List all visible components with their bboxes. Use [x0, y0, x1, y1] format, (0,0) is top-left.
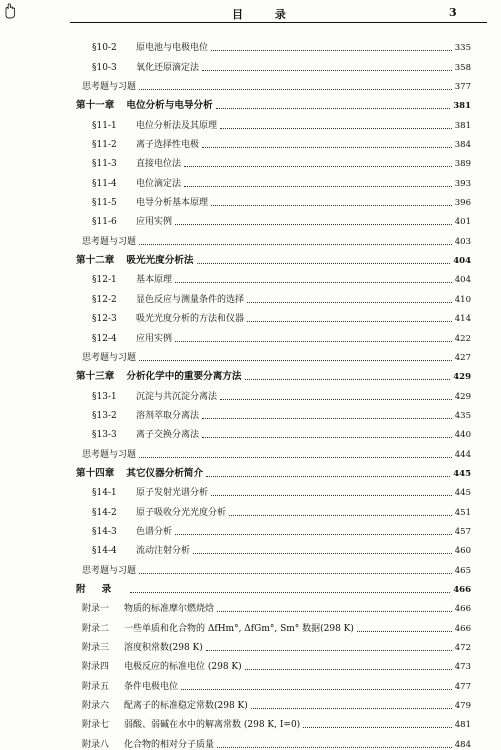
toc-entry-label [82, 698, 248, 711]
toc-entry-number: 附录七 [82, 720, 110, 731]
toc-entry-label [76, 581, 127, 595]
toc-section-row [0, 305, 501, 324]
toc-entry-label [92, 176, 181, 189]
toc-section-row [0, 150, 501, 169]
toc-entry-label [92, 156, 181, 169]
toc-entry-title: 色谱分析 [136, 526, 173, 537]
toc-appx-row [0, 595, 501, 614]
dot-leader [139, 573, 452, 574]
toc-section-row [0, 34, 501, 53]
toc-entry-page: 422 [454, 333, 471, 344]
toc-section-row [0, 53, 501, 72]
toc-entry-label [92, 272, 172, 285]
toc-entry-page: 477 [454, 681, 471, 692]
toc-entry-number: §11-4 [92, 178, 117, 189]
page-number: 3 [449, 6, 457, 19]
toc-entry-title: 分析化学中的重要分离方法 [126, 371, 242, 383]
dot-leader [211, 495, 452, 496]
toc-chapter-row [0, 460, 501, 479]
toc-entry-page: 403 [454, 236, 471, 247]
toc-entry-title: 原电池与电极电位 [136, 43, 209, 54]
dot-leader [139, 244, 452, 245]
toc-entry-title: 氧化还原滴定法 [136, 62, 200, 73]
table-of-contents [0, 34, 501, 750]
toc-entry-page: 404 [453, 256, 471, 267]
toc-entry-label [92, 543, 190, 556]
toc-entry-label [92, 505, 226, 518]
toc-entry-title: 电导分析基本原理 [136, 198, 209, 209]
toc-entry-number: 附录一 [82, 604, 110, 615]
toc-entry-title: 弱酸、弱碱在水中的解离常数 (298 K, I=0) [124, 720, 301, 731]
toc-entry-number: 附录六 [82, 701, 110, 712]
toc-section-row [0, 169, 501, 188]
toc-section-row [0, 421, 501, 440]
toc-entry-label [76, 368, 242, 382]
toc-entry-title: 条件电极电位 [124, 681, 179, 692]
dot-leader [251, 708, 452, 709]
toc-entry-title: 溶剂萃取分离法 [136, 410, 200, 421]
dot-leader [184, 166, 452, 167]
toc-entry-page: 377 [454, 82, 471, 93]
toc-entry-title: 思考题与习题 [82, 82, 137, 93]
toc-entry-title: 应用实例 [136, 217, 173, 228]
toc-entry-label [92, 214, 172, 227]
dot-leader [357, 631, 452, 632]
toc-entry-title: 原子吸收分光光度分析 [136, 507, 227, 518]
dot-leader [217, 611, 452, 612]
toc-entry-number: §14-3 [92, 526, 117, 537]
toc-entry-title: 吸光光度分析的方法和仪器 [136, 314, 245, 325]
toc-entry-page: 401 [454, 217, 471, 228]
toc-appx-row [0, 730, 501, 749]
toc-appx-row [0, 672, 501, 691]
toc-entry-label [92, 60, 199, 73]
toc-entry-page: 466 [454, 604, 471, 615]
toc-section-row [0, 266, 501, 285]
toc-entry-label [82, 659, 242, 672]
toc-section-row [0, 518, 501, 537]
header-title: 目 录 [232, 8, 300, 21]
toc-entry-title: 溶度积常数(298 K) [124, 643, 203, 653]
toc-entry-number: §11-3 [92, 159, 117, 170]
header-rule [70, 22, 487, 23]
dot-leader [211, 205, 452, 206]
dot-leader [130, 592, 450, 593]
toc-entry-title: 沉淀与共沉淀分离法 [136, 391, 218, 402]
toc-entry-label [92, 524, 172, 537]
toc-section-row [0, 382, 501, 401]
toc-exercise-row [0, 227, 501, 246]
toc-entry-title: 原子发射光谱分析 [136, 488, 209, 499]
toc-entry-page: 473 [454, 662, 471, 673]
toc-entry-title: 电位分析与电导分析 [126, 100, 213, 112]
dot-leader [139, 360, 452, 361]
toc-entry-label [92, 427, 199, 440]
toc-entry-label [92, 311, 244, 324]
toc-chapter-row [0, 363, 501, 382]
toc-entry-page: 457 [454, 526, 471, 537]
toc-entry-label [76, 252, 194, 266]
toc-entry-title: 显色反应与测量条件的选择 [136, 294, 245, 305]
toc-entry-label [92, 389, 217, 402]
toc-entry-page: 466 [453, 584, 471, 595]
toc-entry-page: 472 [454, 643, 471, 653]
toc-entry-number: §12-2 [92, 294, 117, 305]
toc-entry-number: §11-5 [92, 198, 117, 209]
toc-entry-page: 396 [454, 198, 471, 209]
toc-entry-label [92, 485, 208, 498]
toc-exercise-row [0, 344, 501, 363]
toc-entry-number: 第十三章 [76, 371, 115, 383]
toc-section-row [0, 285, 501, 304]
toc-entry-label [82, 350, 136, 363]
toc-entry-page: 484 [454, 739, 471, 750]
toc-entry-title: 离子选择性电极 [136, 140, 200, 151]
toc-entry-label [92, 331, 172, 344]
toc-entry-number: 附录三 [82, 643, 110, 653]
dot-leader [216, 108, 451, 109]
toc-entry-title: 吸光光度分析法 [126, 255, 194, 267]
dot-leader [247, 321, 452, 322]
toc-entry-page: 381 [454, 120, 471, 131]
dot-leader [197, 263, 451, 264]
dot-leader [139, 457, 452, 458]
dot-leader [247, 302, 452, 303]
toc-entry-page: 358 [454, 62, 471, 73]
toc-entry-title: 基本原理 [136, 275, 173, 286]
dot-leader [202, 70, 452, 71]
toc-entry-label [82, 737, 214, 750]
toc-section-row [0, 498, 501, 517]
toc-entry-title: 直接电位法 [136, 159, 182, 170]
toc-appx-row [0, 692, 501, 711]
toc-entry-label [82, 679, 178, 692]
toc-entry-label [92, 118, 217, 131]
toc-entry-title: 应用实例 [136, 333, 173, 344]
toc-entry-title: 离子交换分离法 [136, 430, 200, 441]
toc-entry-label [82, 234, 136, 247]
dot-leader [206, 650, 452, 651]
toc-entry-title: 流动注射分析 [136, 546, 191, 557]
toc-entry-number: 附录四 [82, 662, 110, 673]
toc-entry-label [76, 97, 213, 111]
toc-entry-title: 物质的标准摩尔燃烧焓 [124, 604, 215, 615]
toc-entry-label [82, 640, 203, 653]
dot-leader [206, 476, 450, 477]
toc-exercise-row [0, 73, 501, 92]
toc-section-row [0, 111, 501, 130]
toc-entry-number: §13-1 [92, 391, 117, 402]
toc-entry-label [76, 465, 203, 479]
toc-entry-page: 335 [454, 43, 471, 54]
dot-leader [217, 747, 452, 748]
toc-entry-page: 440 [454, 430, 471, 441]
toc-appx-row [0, 634, 501, 653]
toc-entry-title: 电位滴定法 [136, 178, 182, 189]
toc-entry-title: 配离子的标准稳定常数(298 K) [124, 701, 248, 712]
toc-entry-number: §14-2 [92, 507, 117, 518]
toc-entry-page: 466 [454, 623, 471, 634]
toc-entry-title: 思考题与习题 [82, 352, 137, 363]
toc-entry-number: §13-3 [92, 430, 117, 441]
toc-entry-page: 460 [454, 546, 471, 557]
toc-entry-page: 465 [454, 565, 471, 576]
toc-entry-title: 附录 [76, 583, 128, 595]
toc-entry-label [82, 79, 136, 92]
toc-entry-page: 435 [454, 410, 471, 421]
dot-leader [184, 186, 452, 187]
toc-entry-number: 附录二 [82, 623, 110, 634]
toc-section-row [0, 402, 501, 421]
toc-entry-label [82, 563, 136, 576]
toc-appx-head-row [0, 576, 501, 595]
dot-leader [220, 128, 452, 129]
toc-entry-number: 附录五 [82, 681, 110, 692]
toc-appx-row [0, 614, 501, 633]
toc-entry-number: §12-1 [92, 275, 117, 286]
toc-entry-page: 389 [454, 159, 471, 170]
toc-entry-page: 414 [454, 314, 471, 325]
toc-entry-page: 429 [454, 391, 471, 402]
toc-entry-number: §11-1 [92, 120, 117, 131]
toc-entry-number: §12-4 [92, 333, 117, 344]
dot-leader [220, 399, 452, 400]
toc-entry-number: 第十一章 [76, 100, 115, 112]
toc-entry-number: 第十二章 [76, 255, 115, 267]
dot-leader [245, 669, 452, 670]
toc-entry-title: 化合物的相对分子质量 [124, 739, 215, 750]
dot-leader [175, 224, 452, 225]
toc-entry-label [92, 137, 199, 150]
toc-section-row [0, 324, 501, 343]
toc-entry-title: 电位分析法及其原理 [136, 120, 218, 131]
toc-entry-page: 445 [453, 468, 471, 479]
dot-leader [175, 341, 452, 342]
toc-entry-page: 427 [454, 352, 471, 363]
toc-entry-page: 445 [454, 488, 471, 499]
dot-leader [181, 689, 452, 690]
toc-appx-row [0, 653, 501, 672]
dot-leader [202, 418, 452, 419]
toc-section-row [0, 208, 501, 227]
toc-entry-page: 444 [454, 449, 471, 460]
toc-entry-number: §12-3 [92, 314, 117, 325]
toc-entry-page: 451 [454, 507, 471, 518]
toc-entry-number: §14-4 [92, 546, 117, 557]
toc-entry-page: 429 [453, 372, 471, 383]
dot-leader [245, 379, 451, 380]
toc-exercise-row [0, 556, 501, 575]
toc-entry-title: 其它仪器分析简介 [126, 467, 204, 479]
toc-section-row [0, 537, 501, 556]
toc-section-row [0, 131, 501, 150]
dot-leader [211, 50, 452, 51]
toc-entry-number: §14-1 [92, 488, 117, 499]
toc-entry-title: 电极反应的标准电位 (298 K) [124, 662, 242, 673]
toc-entry-label [92, 40, 208, 53]
toc-entry-title: 一些单质和化合物的 ΔfHm°, ΔfGm°, Sm° 数据(298 K) [124, 623, 354, 634]
toc-entry-label [92, 408, 199, 421]
toc-entry-label [92, 195, 208, 208]
toc-exercise-row [0, 440, 501, 459]
toc-entry-label [82, 447, 136, 460]
toc-entry-page: 481 [454, 720, 471, 731]
page-header [0, 6, 501, 22]
dot-leader [175, 282, 452, 283]
toc-entry-number: 附录八 [82, 739, 110, 750]
toc-section-row [0, 479, 501, 498]
toc-entry-title: 思考题与习题 [82, 449, 137, 460]
toc-entry-label [82, 717, 300, 730]
dot-leader [202, 437, 452, 438]
toc-section-row [0, 189, 501, 208]
toc-entry-page: 381 [453, 101, 471, 112]
dot-leader [175, 534, 452, 535]
dot-leader [303, 727, 452, 728]
toc-entry-title: 思考题与习题 [82, 565, 137, 576]
toc-entry-page: 410 [454, 294, 471, 305]
toc-entry-title: 思考题与习题 [82, 236, 137, 247]
toc-entry-number: §10-3 [92, 62, 117, 73]
toc-chapter-row [0, 92, 501, 111]
toc-entry-label [82, 601, 214, 614]
toc-entry-page: 384 [454, 140, 471, 151]
toc-entry-page: 393 [454, 178, 471, 189]
dot-leader [193, 553, 452, 554]
toc-entry-number: §10-2 [92, 43, 117, 54]
dot-leader [202, 147, 452, 148]
toc-entry-page: 479 [454, 701, 471, 712]
toc-entry-page: 404 [454, 275, 471, 286]
toc-entry-number: §11-2 [92, 140, 117, 151]
toc-entry-number: §13-2 [92, 410, 117, 421]
toc-entry-number: §11-6 [92, 217, 117, 228]
toc-appx-row [0, 711, 501, 730]
toc-entry-label [82, 621, 354, 634]
toc-chapter-row [0, 247, 501, 266]
toc-entry-label [92, 292, 244, 305]
dot-leader [229, 515, 452, 516]
toc-entry-number: 第十四章 [76, 467, 115, 479]
dot-leader [139, 89, 452, 90]
